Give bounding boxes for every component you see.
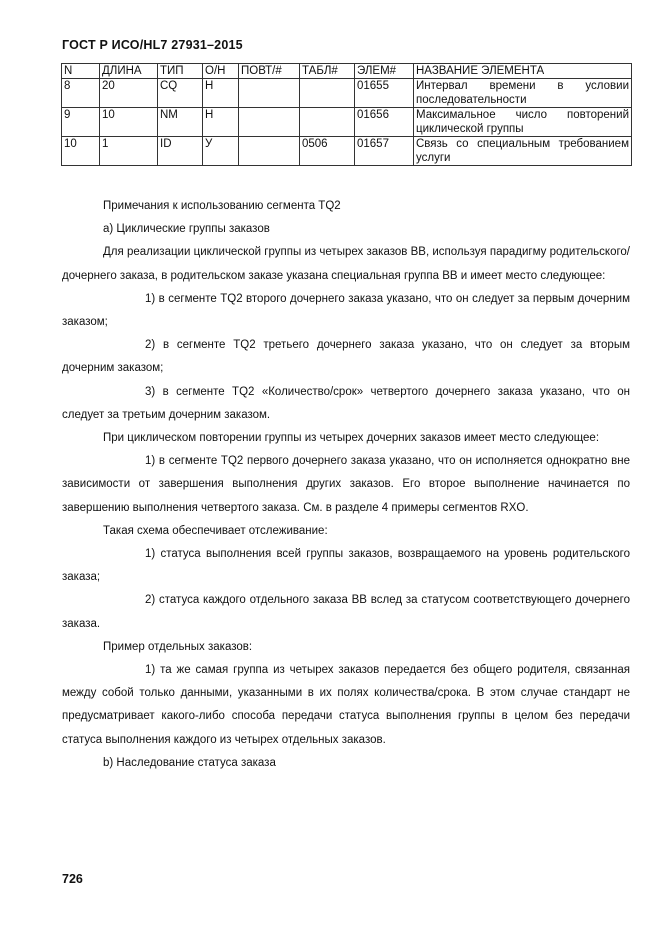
cell-name: Связь со специальным требованием услуги [414, 137, 632, 166]
cell-type: NM [158, 108, 203, 137]
cell-n: 10 [62, 137, 100, 166]
column-header: ТИП [158, 64, 203, 79]
cell-repeat [239, 108, 300, 137]
paragraph: Такая схема обеспечивает отслеживание: [103, 524, 328, 537]
cell-name: Интервал времени в условии последовательности [414, 79, 632, 108]
cell-name: Максимальное число повторений циклической группы [414, 108, 632, 137]
list-item: 1) та же самая группа из четырех заказов передается без общего родителя, связанная между собой только данными, указанными в их полях количества/срока. В этом случае стандарт не предусматривает какого-либо способа передачи статуса выполнения группы в целом без передачи статуса выполнения каждого из четырех отдельных заказов. [62, 664, 630, 746]
table-row [62, 79, 632, 108]
cell-opt: У [203, 137, 239, 166]
list-item: 1) в сегменте TQ2 первого дочернего заказа указано, что он исполняется однократно вне зависимости от завершения выполнения других заказов. Его второе выполнение начинается по завершению выполнения четвертого заказа. См. в разделе 4 примеры сегментов RXO. [62, 455, 630, 514]
cell-table: 0506 [300, 137, 355, 166]
column-header: О/Н [203, 64, 239, 79]
cell-element: 01657 [355, 137, 414, 166]
subsection-heading: b) Наследование статуса заказа [103, 756, 276, 769]
cell-type: ID [158, 137, 203, 166]
table-row [62, 137, 632, 166]
cell-table [300, 108, 355, 137]
column-header: ТАБЛ# [300, 64, 355, 79]
cell-length: 1 [100, 137, 158, 166]
paragraph: При циклическом повторении группы из четырех дочерних заказов имеет место следующее: [103, 432, 600, 445]
paragraph: Для реализации циклической группы из четырех заказов BB, используя парадигму родительского/дочернего заказа, в родительском заказе указана специальная группа BB и имеет место следующее: [62, 246, 630, 282]
list-item: 1) в сегменте TQ2 второго дочернего заказа указано, что он следует за первым дочерним заказом; [62, 292, 630, 329]
column-header: ПОВТ/# [239, 64, 300, 79]
column-header: НАЗВАНИЕ ЭЛЕМЕНТА [414, 64, 632, 79]
segment-fields-table [61, 63, 632, 166]
subsection-heading: а) Циклические группы заказов [103, 223, 270, 236]
cell-length: 20 [100, 79, 158, 108]
cell-repeat [239, 137, 300, 166]
list-item: 3) в сегменте TQ2 «Количество/срок» четвертого дочернего заказа указано, что он следует за третьим дочерним заказом. [62, 385, 630, 421]
cell-n: 8 [62, 79, 100, 108]
column-header: N [62, 64, 100, 79]
cell-length: 10 [100, 108, 158, 137]
cell-element: 01655 [355, 79, 414, 108]
list-item: 2) статуса каждого отдельного заказа BB вслед за статусом соответствующего дочернего заказа. [62, 594, 630, 630]
cell-repeat [239, 79, 300, 108]
column-header: ЭЛЕМ# [355, 64, 414, 79]
list-item: 2) в сегменте TQ2 третьего дочернего заказа указано, что он следует за вторым дочерним заказом; [62, 339, 630, 375]
cell-element: 01656 [355, 108, 414, 137]
cell-opt: Н [203, 79, 239, 108]
cell-type: CQ [158, 79, 203, 108]
cell-table [300, 79, 355, 108]
cell-n: 9 [62, 108, 100, 137]
notes-heading: Примечания к использованию сегмента TQ2 [103, 200, 341, 212]
cell-opt: Н [203, 108, 239, 137]
table-row [62, 108, 632, 137]
body-text [62, 195, 630, 775]
page-number: 726 [62, 872, 83, 886]
paragraph: Пример отдельных заказов: [103, 640, 253, 653]
column-header: ДЛИНА [100, 64, 158, 79]
list-item: 1) статуса выполнения всей группы заказов, возвращаемого на уровень родительского заказа; [62, 548, 630, 584]
table-header-row [62, 64, 632, 79]
document-header: ГОСТ Р ИСО/HL7 27931–2015 [62, 38, 243, 52]
